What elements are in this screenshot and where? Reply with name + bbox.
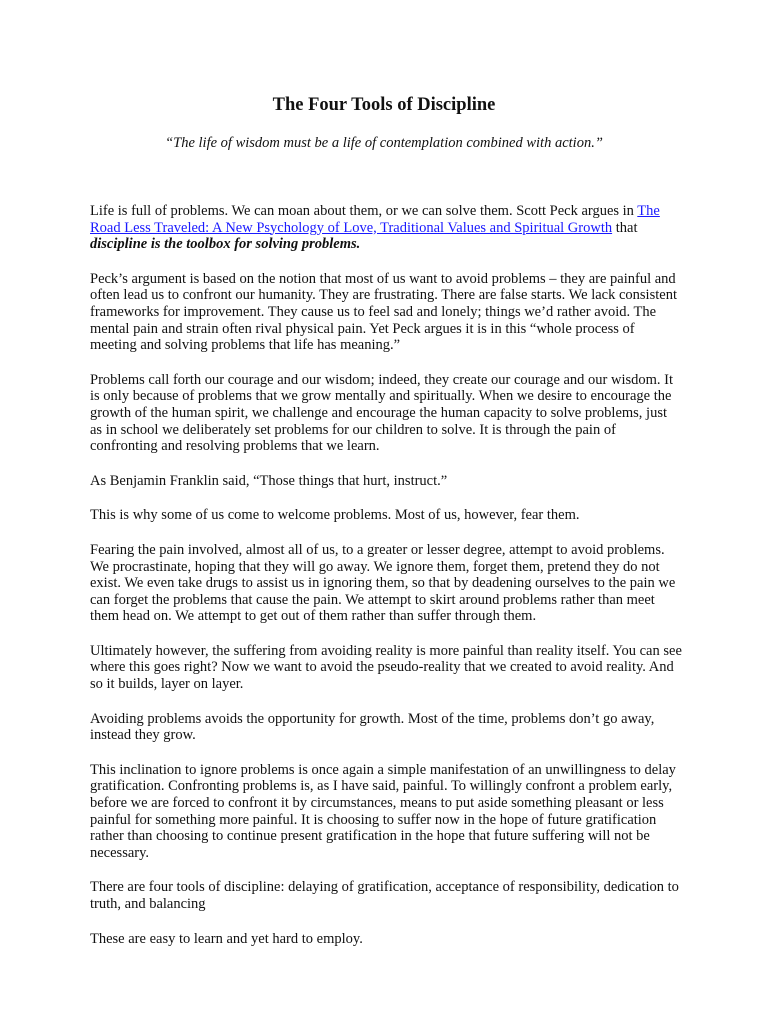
body-paragraph: As Benjamin Franklin said, “Those things that hurt, instruct.” — [90, 472, 448, 489]
intro-paragraph — [90, 203, 682, 253]
body-paragraph: This is why some of us come to welcome problems. Most of us, however, fear them. — [90, 507, 580, 524]
epigraph-quote: “The life of wisdom must be a life of contemplation combined with action.” — [165, 135, 603, 151]
body-paragraph: Avoiding problems avoids the opportunity for growth. Most of the time, problems don’t go away, instead they grow. — [90, 710, 655, 744]
book-link[interactable]: The Road Less Traveled: A New Psychology of Love, Traditional Values and Spiritual Growth — [90, 203, 660, 236]
intro-text-before: Life is full of problems. We can moan about them, or we can solve them. Scott Peck argues in — [90, 203, 638, 219]
body-paragraph: Fearing the pain involved, almost all of us, to a greater or lesser degree, attempt to avoid problems. We procrastinate, hoping that they will go away. We ignore them, forget them, pretend they do not exist. We even take drugs to assist us in ignoring them, so that by deadening ourselves to the pain we can forget the problems that cause the pain. We attempt to skirt around problems rather than meet them head on. We attempt to get out of them rather than suffer through them. — [90, 541, 676, 625]
body-paragraph: Peck’s argument is based on the notion that most of us want to avoid problems – they are painful and often lead us to confront our humanity. They are frustrating. There are false starts. We lack consistent frameworks for improvement. They cause us to feel sad and lonely; things we’d rather avoid. The mental pain and strain often rival physical pain. Yet Peck argues it is in this “whole process of meeting and solving problems that life has meaning.” — [90, 270, 677, 354]
document-title: The Four Tools of Discipline — [272, 95, 496, 115]
intro-text-middle: that — [612, 219, 638, 236]
body-paragraph: Ultimately however, the suffering from avoiding reality is more painful than reality itself. You can see where this goes right? Now we want to avoid the pseudo-reality that we created to avoid reality. And so it builds, layer on layer. — [90, 642, 682, 693]
document-body — [90, 203, 682, 965]
body-paragraph: Problems call forth our courage and our wisdom; indeed, they create our courage and our wisdom. It is only because of problems that we grow mentally and spiritually. When we desire to encourage the growth of the human spirit, we challenge and encourage the human capacity to solve problems, just as in school we deliberately set problems for our children to solve. It is through the pain of confronting and resolving problems that we learn. — [90, 371, 674, 455]
body-paragraph: These are easy to learn and yet hard to employ. — [90, 930, 363, 947]
body-paragraph: This inclination to ignore problems is once again a simple manifestation of an unwillingness to delay gratification. Confronting problems is, as I have said, painful. To willingly confront a problem early, before we are forced to confront it by circumstances, means to put aside something pleasant or less painful for something more painful. It is choosing to suffer now in the hope of future gratification rather than choosing to continue present gratification in the hope that future suffering will not be necessary. — [90, 761, 676, 861]
body-paragraph: There are four tools of discipline: delaying of gratification, acceptance of responsibility, dedication to truth, and balancing — [90, 879, 679, 912]
intro-emphasis: discipline is the toolbox for solving problems. — [90, 236, 361, 253]
